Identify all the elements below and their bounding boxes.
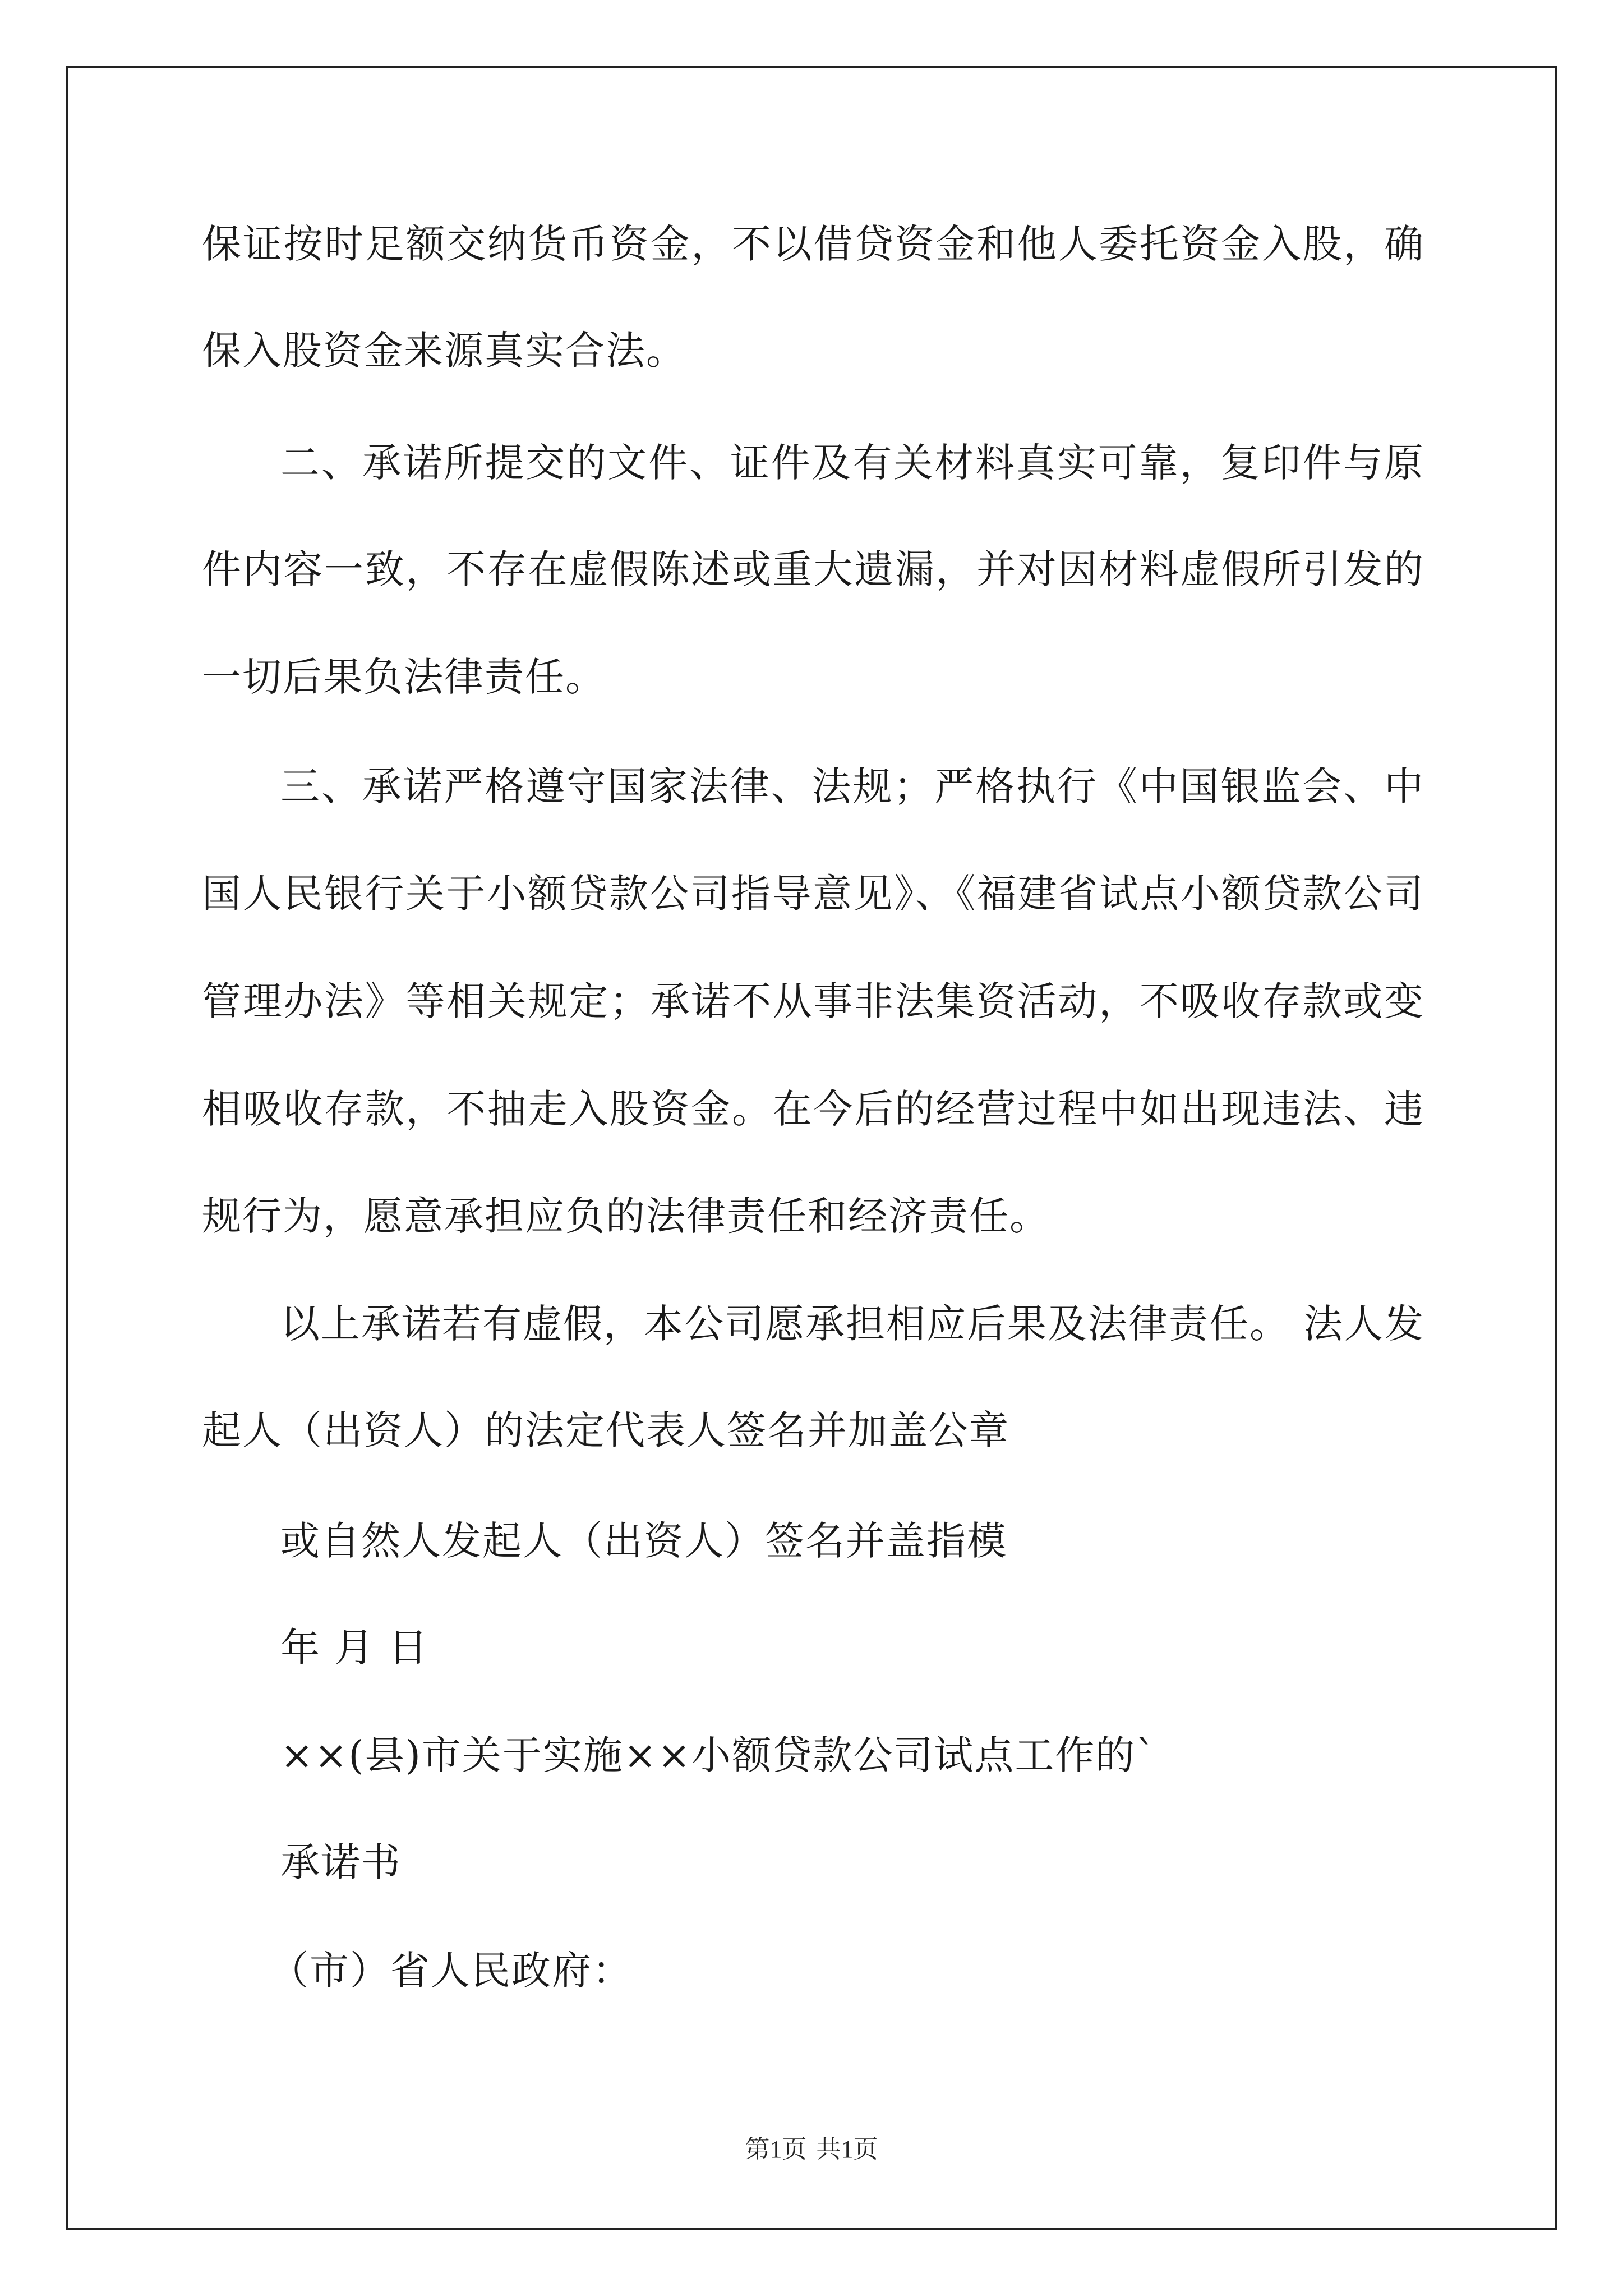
page-border bbox=[66, 66, 1557, 2230]
signature-line: 或自然人发起人（出资人）签名并盖指模 bbox=[280, 1518, 1007, 1564]
body-line: 保入股资金来源真实合法。 bbox=[202, 328, 686, 374]
body-line: 国人民银行关于小额贷款公司指导意见》、《福建省试点小额贷款公司 bbox=[202, 871, 1424, 917]
body-line: 起人（出资人）的法定代表人签名并加盖公章 bbox=[202, 1407, 1009, 1453]
body-line: 三、承诺严格遵守国家法律、法规；严格执行《中国银监会、中 bbox=[280, 763, 1424, 809]
addressee-line: （市）省人民政府： bbox=[269, 1948, 633, 1994]
page-number-footer: 第1页 共1页 bbox=[745, 2136, 878, 2163]
section-title-line: 承诺书 bbox=[280, 1839, 402, 1885]
body-line: 件内容一致，不存在虚假陈述或重大遗漏，并对因材料虚假所引发的 bbox=[202, 546, 1424, 592]
body-line: 管理办法》等相关规定；承诺不从事非法集资活动，不吸收存款或变 bbox=[202, 978, 1424, 1024]
body-line: 以上承诺若有虚假，本公司愿承担相应后果及法律责任。 法人发 bbox=[280, 1301, 1425, 1347]
body-line: 一切后果负法律责任。 bbox=[202, 654, 606, 700]
body-line: 规行为，愿意承担应负的法律责任和经济责任。 bbox=[202, 1193, 1050, 1239]
body-line: 二、承诺所提交的文件、证件及有关材料真实可靠，复印件与原 bbox=[280, 440, 1424, 486]
body-line: 保证按时足额交纳货币资金，不以借贷资金和他人委托资金入股，确 bbox=[202, 221, 1424, 267]
section-title-line: ××(县)市关于实施××小额贷款公司试点工作的` bbox=[280, 1732, 1157, 1778]
body-line: 相吸收存款，不抽走入股资金。在今后的经营过程中如出现违法、违 bbox=[202, 1086, 1424, 1132]
date-line: 年 月 日 bbox=[280, 1625, 429, 1671]
